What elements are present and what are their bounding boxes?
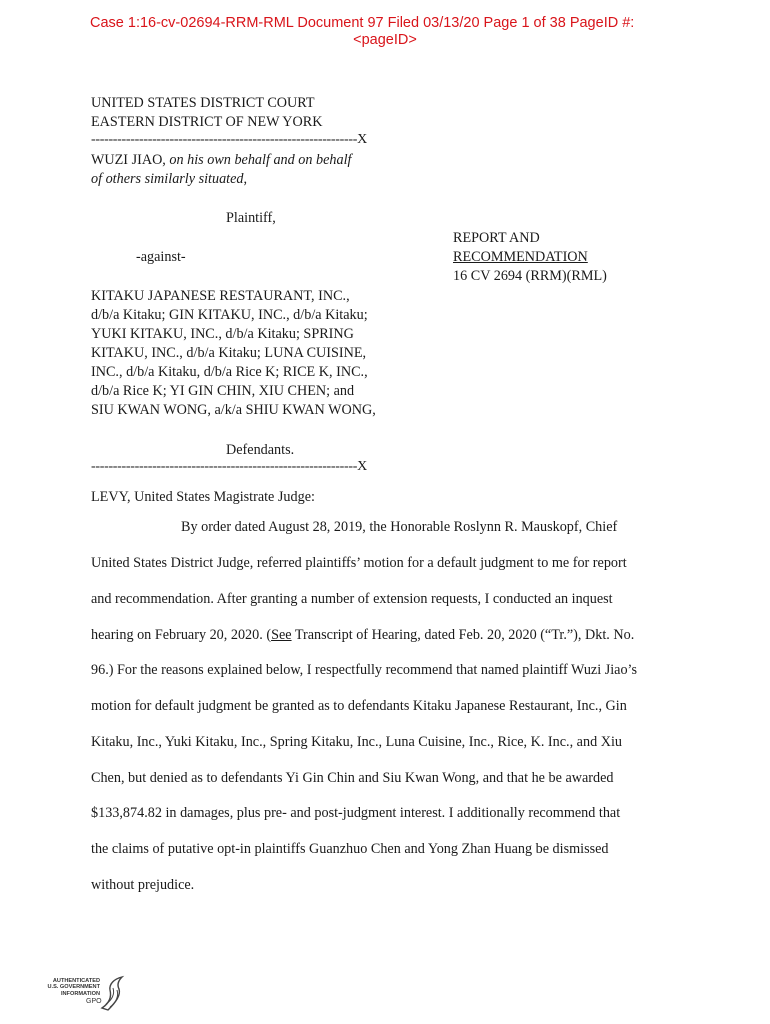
caption-divider-bottom: -------------------------------------------------------------X bbox=[91, 459, 367, 474]
defendant-line: KITAKU, INC., d/b/a Kitaku; LUNA CUISINE, bbox=[91, 345, 367, 361]
body-line-start: hearing on February 20, 2020. ( bbox=[91, 627, 272, 643]
plaintiff-line2 bbox=[91, 170, 247, 190]
defendants-label: Defendants. bbox=[226, 442, 295, 458]
defendant-line: KITAKU JAPANESE RESTAURANT, INC., bbox=[91, 288, 350, 304]
defendant-line: d/b/a Rice K; YI GIN CHIN, XIU CHEN; and bbox=[91, 383, 355, 399]
plaintiff-line1 bbox=[91, 151, 351, 171]
title-report: REPORT AND bbox=[453, 230, 540, 246]
defendant-line: INC., d/b/a Kitaku, d/b/a Rice K; RICE K, INC., bbox=[91, 364, 368, 380]
body-line: Kitaku, Inc., Yuki Kitaku, Inc., Spring Kitaku, Inc., Luna Cuisine, Inc., Rice, K. Inc., and Xiu bbox=[91, 734, 622, 750]
plaintiff-desc1: on his own behalf and on behalf bbox=[169, 152, 352, 168]
body-line: and recommendation. After granting a number of extension requests, I conducted an inquest bbox=[91, 591, 613, 607]
body-line: without prejudice. bbox=[91, 877, 195, 893]
gpo-authentication-seal bbox=[40, 972, 136, 1016]
body-line: motion for default judgment be granted as to defendants Kitaku Japanese Restaurant, Inc., Gin bbox=[91, 698, 627, 714]
plaintiff-desc2-comma: , bbox=[243, 171, 248, 187]
see-signal: See bbox=[271, 627, 292, 643]
plaintiff-name: WUZI JIAO, bbox=[91, 152, 166, 168]
docket-number: 16 CV 2694 (RRM)(RML) bbox=[453, 268, 607, 284]
caption-divider-top: -------------------------------------------------------------X bbox=[91, 132, 367, 147]
against: -against- bbox=[136, 249, 186, 265]
ecf-header-line2: <pageID> bbox=[353, 32, 417, 48]
title-recommendation: RECOMMENDATION bbox=[453, 249, 588, 265]
body-line-rest: Transcript of Hearing, dated Feb. 20, 2020 (“Tr.”), Dkt. No. bbox=[291, 627, 635, 643]
defendant-line: YUKI KITAKU, INC., d/b/a Kitaku; SPRING bbox=[91, 326, 354, 342]
plaintiff-desc2: of others similarly situated bbox=[91, 171, 244, 187]
ecf-header-line1: Case 1:16-cv-02694-RRM-RML Document 97 Filed 03/13/20 Page 1 of 38 PageID #: bbox=[90, 15, 635, 31]
judge-line: LEVY, United States Magistrate Judge: bbox=[91, 489, 315, 505]
body-line: Chen, but denied as to defendants Yi Gin Chin and Siu Kwan Wong, and that he be awarded bbox=[91, 770, 614, 786]
body-line: United States District Judge, referred plaintiffs’ motion for a default judgment to me for report bbox=[91, 555, 627, 571]
body-line bbox=[91, 627, 634, 644]
gpo-mark: GPO bbox=[86, 998, 102, 1005]
defendant-line: d/b/a Kitaku; GIN KITAKU, INC., d/b/a Kitaku; bbox=[91, 307, 368, 323]
court-district: EASTERN DISTRICT OF NEW YORK bbox=[91, 114, 323, 130]
plaintiff-label: Plaintiff, bbox=[226, 210, 276, 226]
body-line: $133,874.82 in damages, plus pre- and post-judgment interest. I additionally recommend that bbox=[91, 805, 621, 821]
body-line: By order dated August 28, 2019, the Honorable Roslynn R. Mauskopf, Chief bbox=[181, 519, 618, 535]
gpo-seal-text: AUTHENTICATED U.S. GOVERNMENT INFORMATION bbox=[47, 978, 100, 997]
eagle-icon bbox=[98, 974, 128, 1014]
defendant-line: SIU KWAN WONG, a/k/a SHIU KWAN WONG, bbox=[91, 402, 376, 418]
body-line: the claims of putative opt-in plaintiffs Guanzhuo Chen and Yong Zhan Huang be dismissed bbox=[91, 841, 609, 857]
body-line: 96.) For the reasons explained below, I respectfully recommend that named plaintiff Wuzi Jiao’s bbox=[91, 662, 638, 678]
court-name: UNITED STATES DISTRICT COURT bbox=[91, 95, 315, 111]
